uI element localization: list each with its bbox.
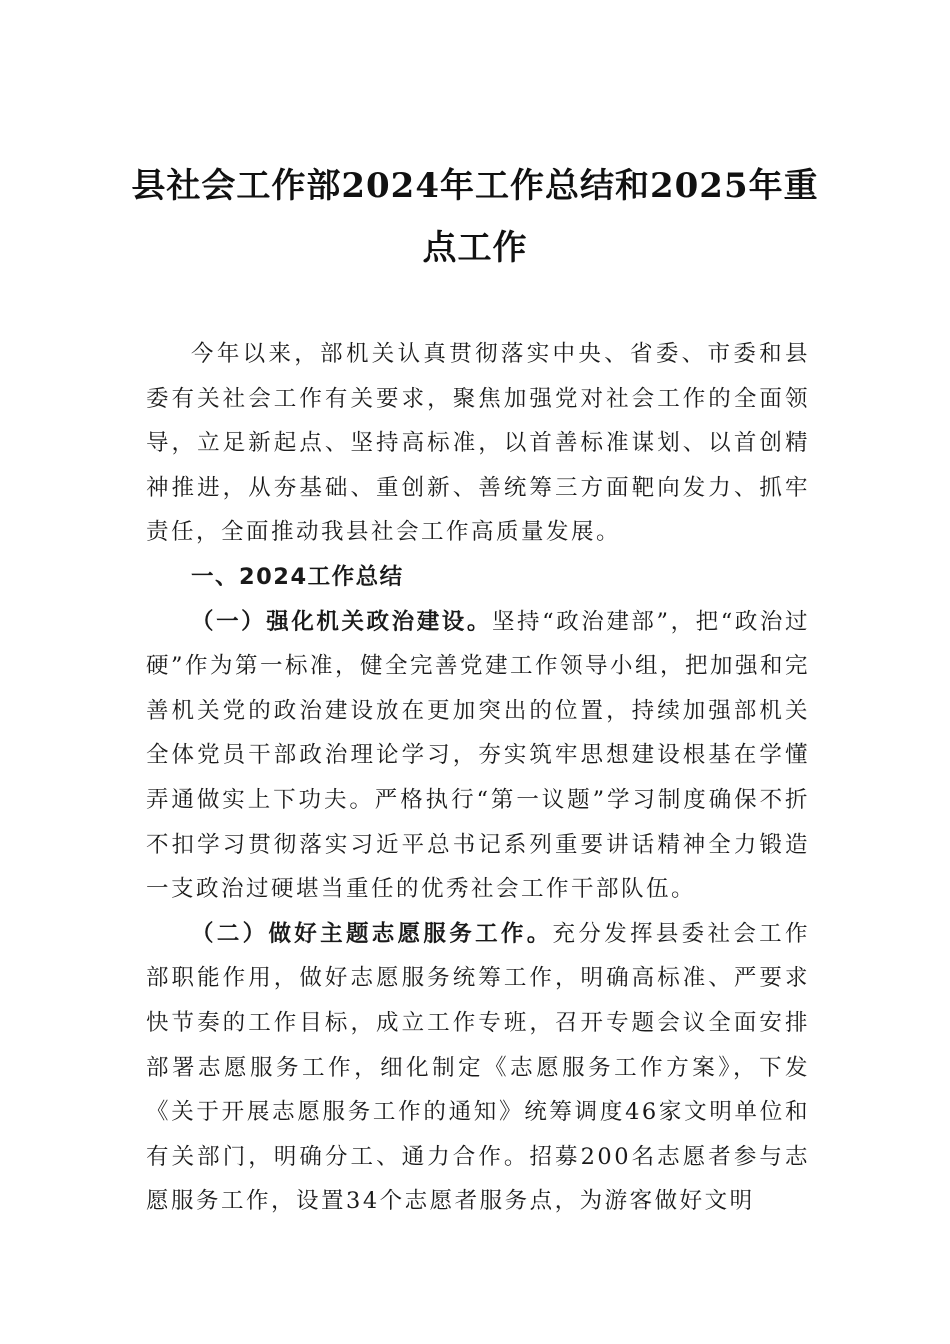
section-heading: 一、2024工作总结 [191, 563, 404, 590]
item-1-body: 坚持“政治建部”，把“政治过硬”作为第一标准，健全完善党建工作领导小组，把加强和完善机关党的政治建设放在更加突出的位置，持续加强部机关全体党员干部政治理论学习，夯实筑牢思想建设根基在学懂弄通做实上下功夫。严格执行“第一议题”学习制度确保不折不扣学习贯彻落实习近平总书记系列重要讲话精神全力锻造一支政治过硬堪当重任的优秀社会工作干部队伍。 [146, 608, 811, 903]
item-2-paragraph [146, 912, 810, 1224]
item-1-lead: （一）强化机关政治建设。 [191, 608, 492, 635]
document-body [146, 332, 810, 1224]
item-2-lead: （二）做好主题志愿服务工作。 [191, 920, 553, 947]
item-2-body: 充分发挥县委社会工作部职能作用，做好志愿服务统筹工作，明确高标准、严要求快节奏的工作目标，成立工作专班，召开专题会议全面安排部署志愿服务工作，细化制定《志愿服务工作方案》，下发《关于开展志愿服务工作的通知》统筹调度46家文明单位和有关部门，明确分工、通力合作。招募200名志愿者参与志愿服务工作，设置34个志愿者服务点，为游客做好文明 [146, 920, 810, 1215]
intro-paragraph: 今年以来，部机关认真贯彻落实中央、省委、市委和县委有关社会工作有关要求，聚焦加强党对社会工作的全面领导，立足新起点、坚持高标准，以首善标准谋划、以首创精神推进，从夯基础、重创新、善统筹三方面靶向发力、抓牢责任，全面推动我县社会工作高质量发展。 [146, 341, 810, 546]
document-title: 县社会工作部2024年工作总结和2025年重点工作 [131, 166, 819, 268]
item-1-paragraph [146, 600, 810, 912]
